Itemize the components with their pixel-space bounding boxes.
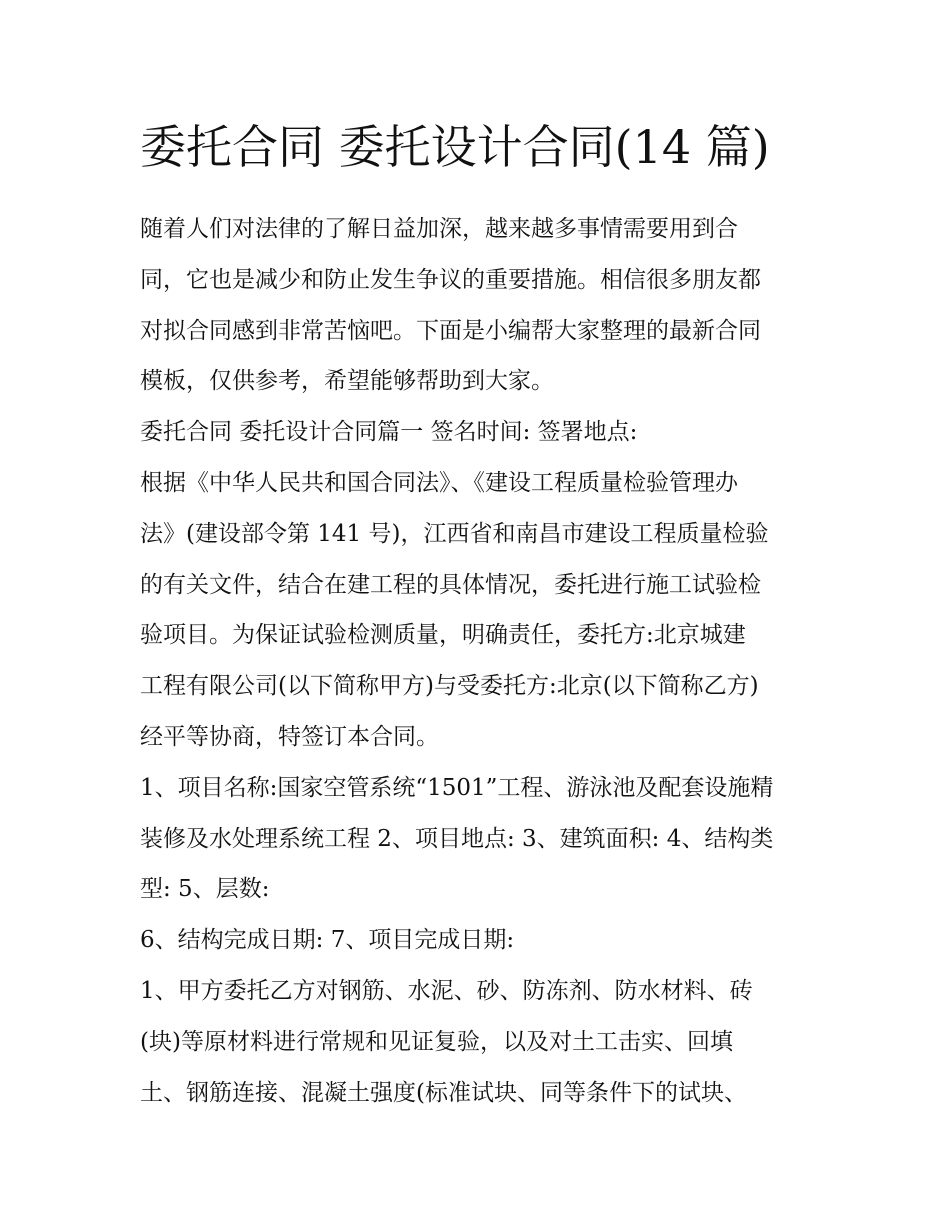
text-line: 同，它也是减少和防止发生争议的重要措施。相信很多朋友都	[140, 266, 761, 293]
text-line: 工程有限公司(以下简称甲方)与受委托方:北京(以下简称乙方)	[140, 673, 759, 700]
paragraph-contract-preamble	[140, 458, 815, 763]
paragraph-completion-dates	[140, 915, 815, 966]
document-page	[140, 112, 815, 1118]
text-line: 的有关文件，结合在建工程的具体情况，委托进行施工试验检	[140, 571, 761, 598]
text-line: 法》(建设部令第 141 号)，江西省和南昌市建设工程质量检验	[140, 520, 769, 547]
text-line: 对拟合同感到非常苦恼吧。下面是小编帮大家整理的最新合同	[140, 317, 761, 344]
text-line: (块)等原材料进行常规和见证复验，以及对土工击实、回填	[140, 1028, 733, 1055]
text-line: 装修及水处理系统工程 2、项目地点: 3、建筑面积: 4、结构类	[140, 825, 774, 852]
text-line: 根据《中华人民共和国合同法》、《建设工程质量检验管理办	[140, 469, 738, 496]
text-line: 委托合同 委托设计合同篇一 签名时间: 签署地点:	[140, 419, 638, 446]
paragraph-section-heading	[140, 407, 815, 458]
text-line: 经平等协商，特签订本合同。	[140, 723, 439, 750]
text-line: 验项目。为保证试验检测质量，明确责任，委托方:北京城建	[140, 622, 746, 649]
paragraph-entrusted-items	[140, 966, 815, 1118]
text-line: 1、项目名称:国家空管系统“1501”工程、游泳池及配套设施精	[140, 774, 774, 801]
text-line: 型: 5、层数:	[140, 876, 270, 903]
document-title: 委托合同 委托设计合同(14 篇)	[140, 120, 770, 174]
text-line: 模板，仅供参考，希望能够帮助到大家。	[140, 368, 554, 395]
text-line: 1、甲方委托乙方对钢筋、水泥、砂、防冻剂、防水材料、砖	[140, 977, 753, 1004]
paragraph-intro	[140, 204, 815, 407]
text-line: 6、结构完成日期: 7、项目完成日期:	[140, 927, 515, 954]
text-line: 随着人们对法律的了解日益加深，越来越多事情需要用到合	[140, 216, 738, 242]
text-line: 土、钢筋连接、混凝土强度(标准试块、同等条件下的试块、	[140, 1079, 747, 1106]
paragraph-project-info	[140, 763, 815, 915]
document-body	[140, 204, 815, 1118]
